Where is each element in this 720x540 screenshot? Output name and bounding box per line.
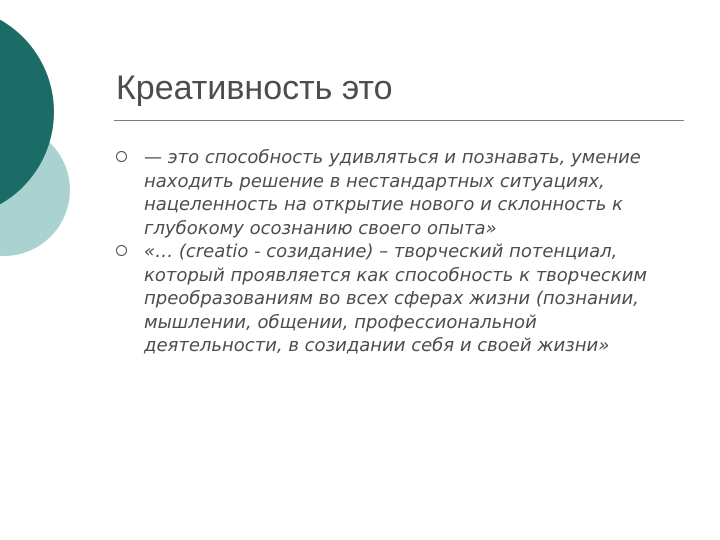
slide-title: Креативность это xyxy=(116,69,393,107)
bullet-item-creatio xyxy=(116,240,676,358)
bullet-circle-icon xyxy=(116,245,127,256)
bullet-circle-icon xyxy=(116,151,127,162)
bullet-item-definition xyxy=(116,146,676,240)
bullet-text-definition: — это способность удивляться и познавать, умение находить решение в нестандартных ситуациях, нацеленность на открытие нового и склонность к глубокому осознанию своего опыта» xyxy=(144,147,641,239)
bullet-text-creatio: «… (creatio - созидание) – творческий потенциал, который проявляется как способность к творческим преобразованиям во всех сферах жизни (познании, мышлении, общении, профессиональной деятельности, в созидании себя и своей жизни» xyxy=(144,241,647,356)
bullet-list xyxy=(116,146,676,358)
decorative-circles-graphic xyxy=(0,0,110,290)
title-divider xyxy=(114,120,684,121)
